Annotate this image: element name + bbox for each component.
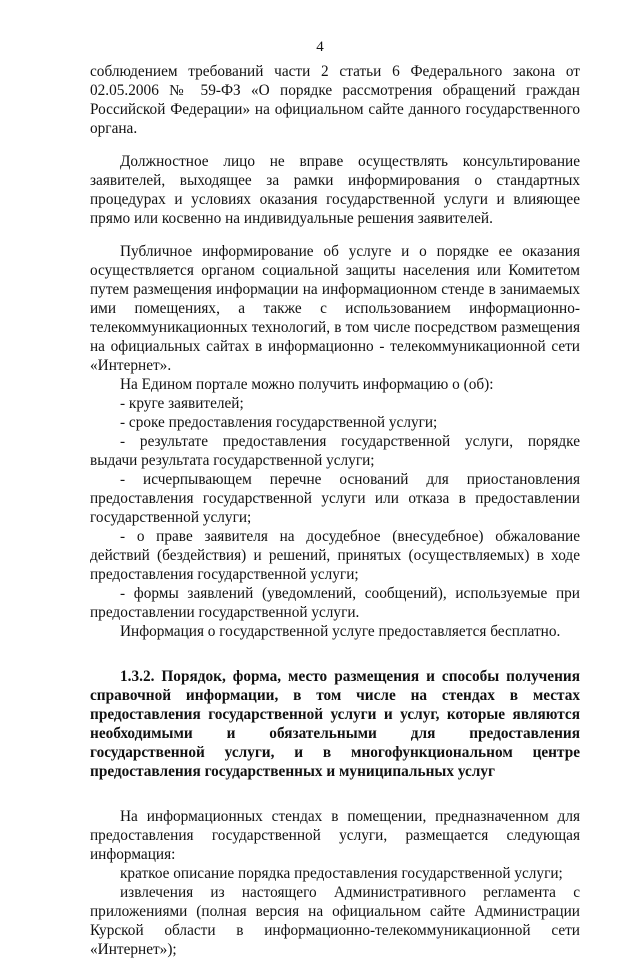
text-line: Курской области в информационно-телекоммуникационной сети [90,922,580,939]
section-heading [90,667,580,781]
heading-line: государственной услуги, и в многофункциональном центре [90,744,580,761]
list-item: краткое описание порядка предоставления государственной услуги; [120,865,563,882]
text-line: предоставления государственной услуги; [90,566,359,583]
text-line: приложениями (полная версия на официальном сайте Администрации [90,903,580,920]
text-line: На Едином портале можно получить информацию о (об): [120,376,494,393]
text-line: «Интернет»); [90,941,177,958]
heading-line: необходимыми и обязательными для предоставления [90,725,580,742]
paragraph-public-information [90,242,580,375]
paragraph-unified-portal [90,375,580,641]
text-line: На информационных стендах в помещении, предназначенном для [120,808,580,825]
text-line: органа. [90,120,138,137]
text-line: Информация о государственной услуге предоставляется бесплатно. [120,623,561,640]
text-line: процедурах и условиях оказания государственной услуги и влияющее [90,191,580,208]
text-line: информация: [90,846,176,863]
paragraph-information-stands [90,807,580,959]
list-item: - круге заявителей; [120,395,244,412]
paragraph-official-restriction [90,152,580,228]
heading-line: предоставления государственных и муниципальных услуг [90,763,495,780]
heading-line: 1.3.2. Порядок, форма, место размещения и способы получения [120,668,580,685]
document-body [90,62,580,959]
text-line: Российской Федерации» на официальном сайте данного государственного [90,101,580,118]
heading-line: справочной информации, в том числе на стендах в местах [90,687,580,704]
text-line: ими помещениях, а также с использованием информационно- [90,300,580,317]
text-line: предоставления государственной услуги, размещается следующая [90,827,580,844]
list-item: - исчерпывающем перечне оснований для приостановления [120,471,580,488]
list-item: - сроке предоставления государственной услуги; [120,414,438,431]
text-line: Должностное лицо не вправе осуществлять консультирование [120,153,580,170]
text-line: действий (бездействия) и решений, принятых (осуществляемых) в ходе [90,547,580,564]
text-line: заявителей, выходящее за рамки информирования о стандартных [90,172,580,189]
paragraph-law-reference [90,62,580,138]
text-line: предоставления государственной услуги или отказа в предоставлении [90,490,580,507]
text-line: на официальных сайтах в информационно - телекоммуникационной сети [90,338,580,355]
list-item: извлечения из настоящего Административного регламента с [120,884,580,901]
list-item: - результате предоставления государственной услуги, порядке [120,433,580,450]
text-line: прямо или косвенно на индивидуальные решения заявителей. [90,210,493,227]
text-line: соблюдением требований части 2 статьи 6 Федерального закона от [90,63,580,80]
page-number: 4 [316,39,324,55]
text-line: Публичное информирование об услуге и о порядке ее оказания [120,243,580,260]
text-line: «Интернет». [90,357,172,374]
list-item: - формы заявлений (уведомлений, сообщений), используемые при [120,585,580,602]
heading-line: предоставления государственной услуги и услуг, которые являются [90,706,580,723]
text-line: 02.05.2006 № 59-ФЗ «О порядке рассмотрения обращений граждан [90,82,580,99]
list-item: - о праве заявителя на досудебное (внесудебное) обжалование [120,528,580,545]
text-line: предоставлении государственной услуги. [90,604,360,621]
text-line: государственной услуги; [90,509,252,526]
text-line: осуществляется органом социальной защиты населения или Комитетом [90,262,580,279]
text-line: путем размещения информации на информационном стенде в занимаемых [90,281,580,298]
text-line: телекоммуникационных технологий, в том числе посредством размещения [90,319,580,336]
text-line: выдачи результата государственной услуги; [90,452,375,469]
